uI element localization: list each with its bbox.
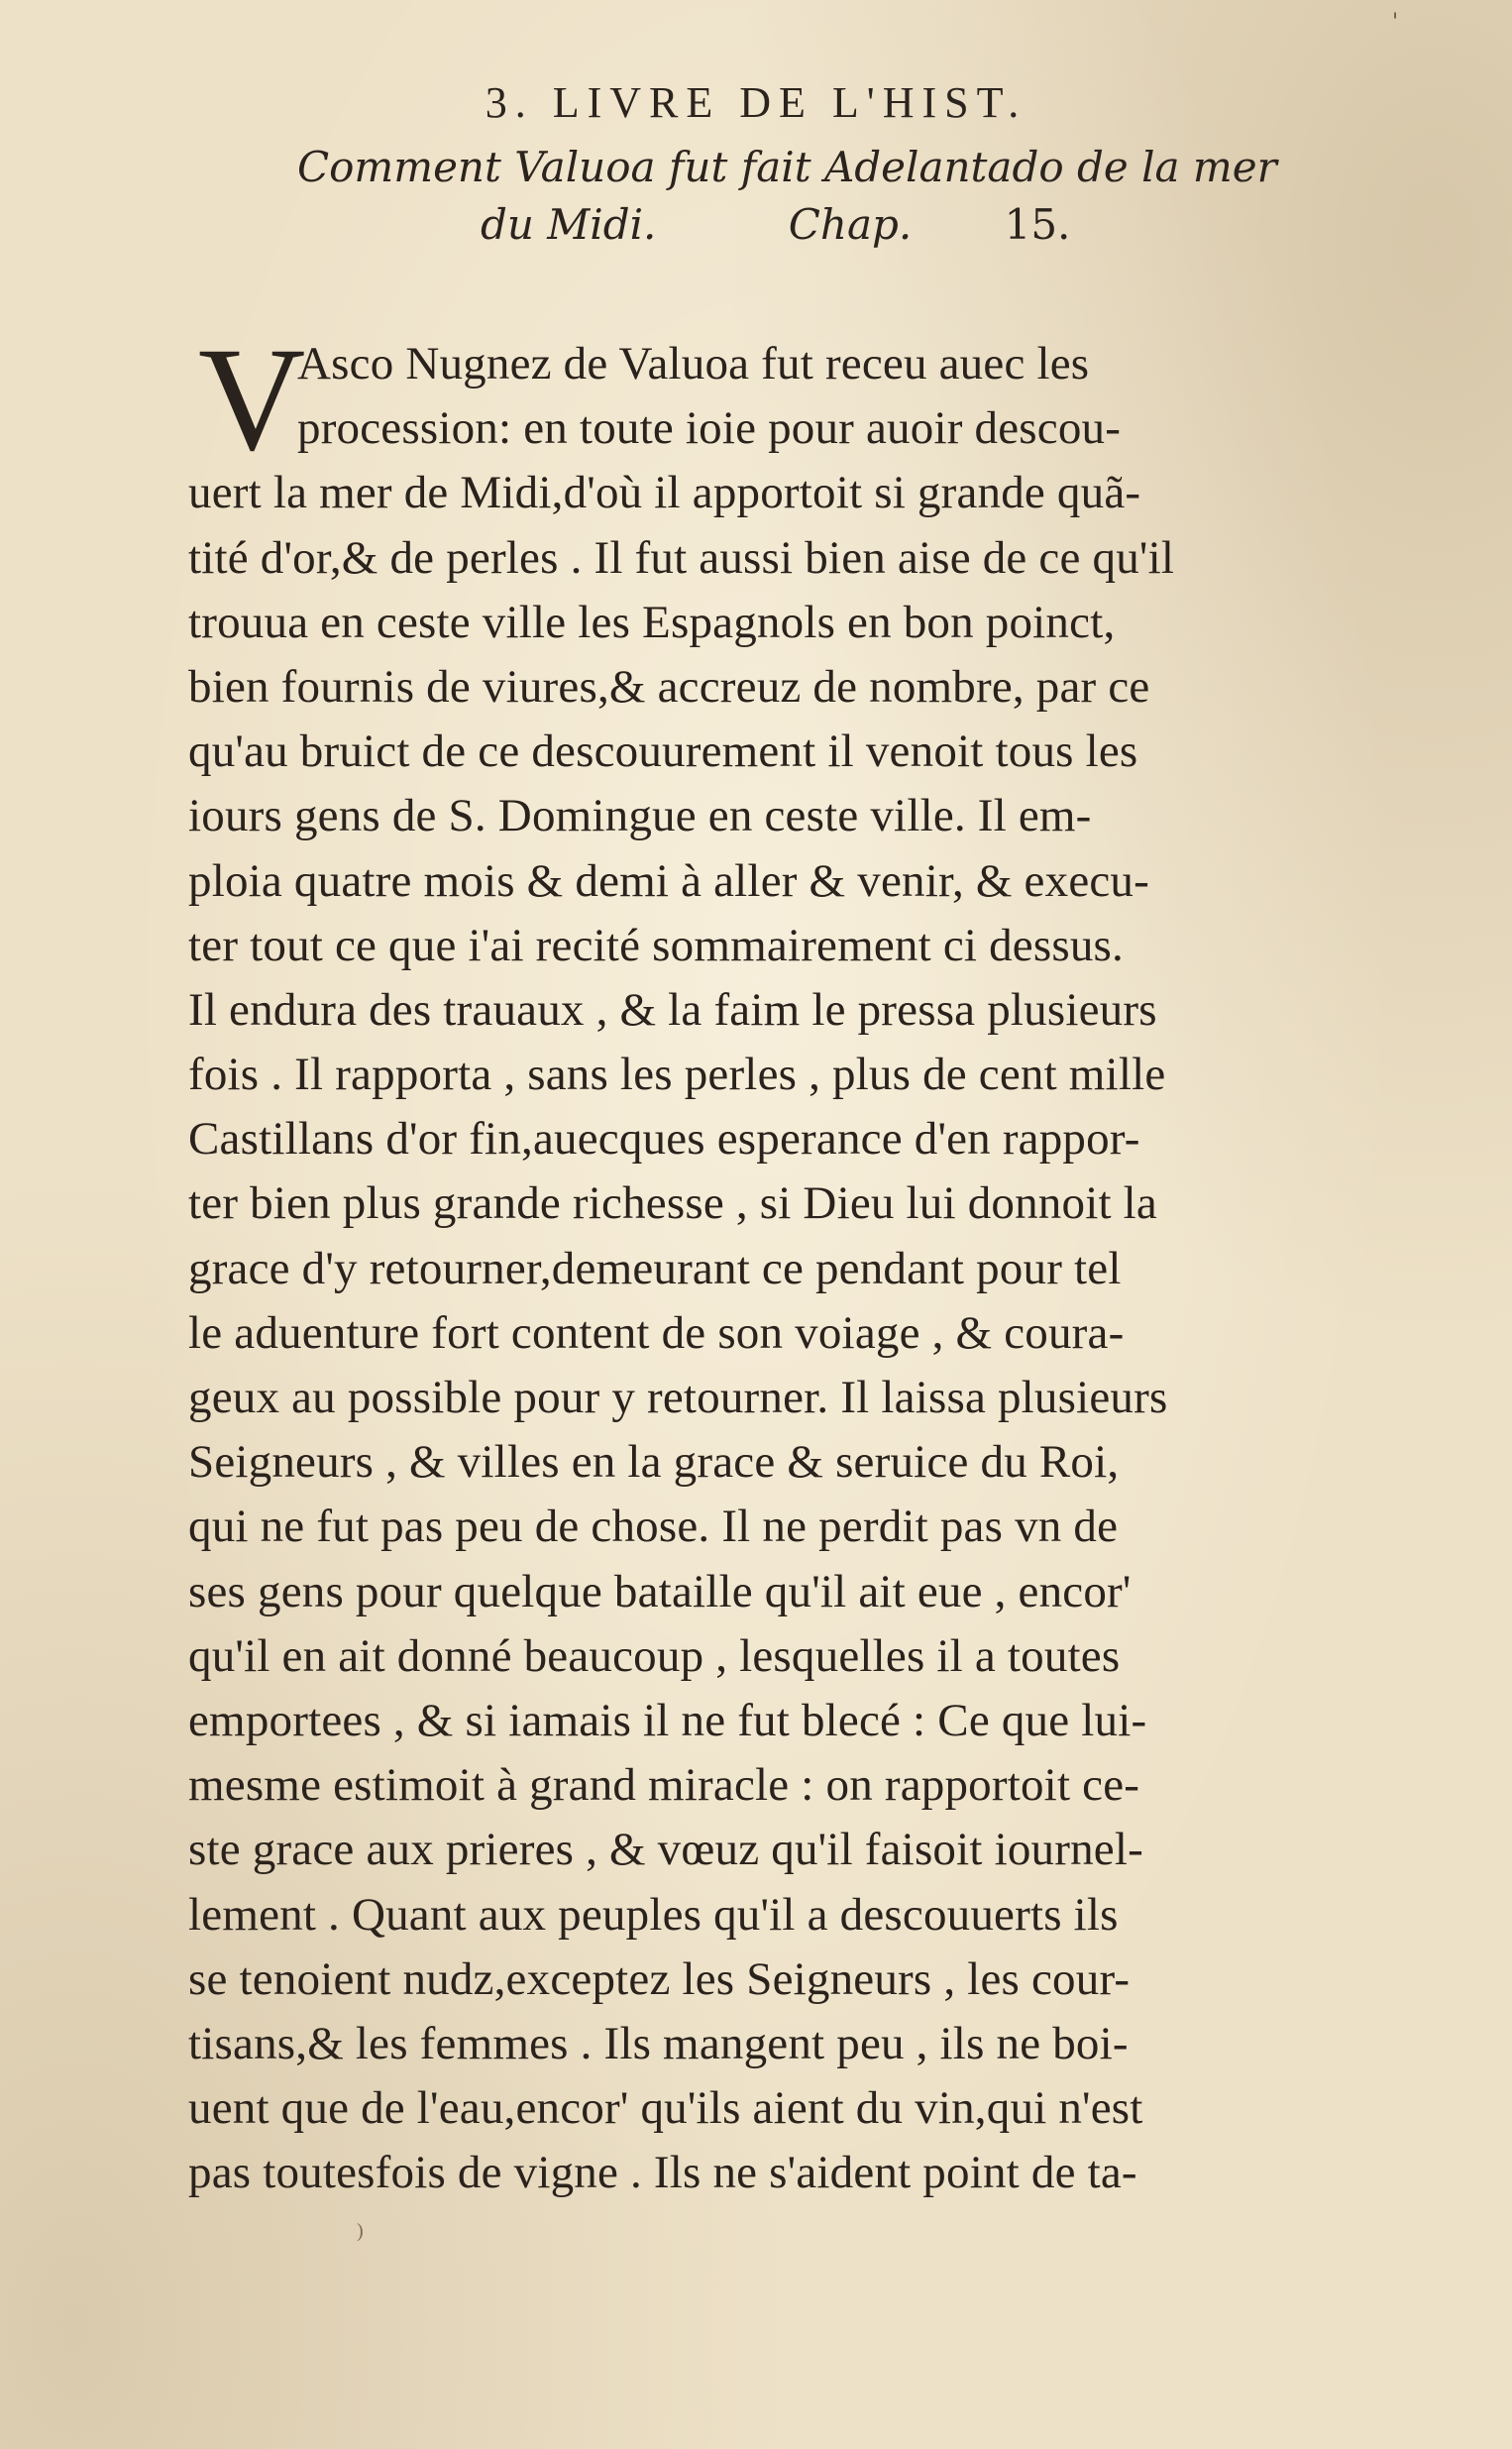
- text-line-18: Seigneurs , & villes en la grace & seruice du Roi,: [188, 1436, 1120, 1489]
- chapter-heading: [297, 139, 1308, 254]
- text-line-3: uert la mer de Midi,d'où il apportoit si grande quã-: [188, 467, 1141, 519]
- text-line-12: fois . Il rapporta , sans les perles , plus de cent mille: [188, 1049, 1166, 1101]
- body-text: [188, 317, 1392, 2205]
- text-line-17: geux au possible pour y retourner. Il laissa plusieurs: [188, 1372, 1168, 1423]
- running-head: 3. LIVRE DE L'HIST.: [485, 78, 1027, 127]
- text-line-1: Asco Nugnez de Valuoa fut receu auec les: [297, 338, 1090, 390]
- page-corner-mark: ': [1391, 10, 1398, 35]
- text-line-4: tité d'or,& de perles . Il fut aussi bien aise de ce qu'il: [188, 531, 1175, 584]
- text-line-14: ter bien plus grande richesse , si Dieu lui donnoit la: [188, 1177, 1157, 1230]
- text-line-29: pas toutesfois de vigne . Ils ne s'aident point de ta-: [188, 2147, 1137, 2199]
- text-line-7: qu'au bruict de ce descouurement il venoit tous les: [188, 725, 1138, 778]
- text-line-19: qui ne fut pas peu de chose. Il ne perdit pas vn de: [188, 1501, 1119, 1553]
- drop-cap: V: [198, 317, 306, 482]
- text-line-22: emportees , & si iamais il ne fut blecé : Ce que lui-: [188, 1694, 1147, 1746]
- text-line-10: ter tout ce que i'ai recité sommairement ci dessus.: [188, 919, 1124, 971]
- text-line-27: tisans,& les femmes . Ils mangent peu , ils ne boi-: [188, 2017, 1129, 2069]
- text-line-23: mesme estimoit à grand miracle : on rapportoit ce-: [188, 1759, 1140, 1812]
- text-line-16: le aduenture fort content de son voiage , & coura-: [188, 1306, 1125, 1359]
- text-line-11: Il endura des trauaux , & la faim le pressa plusieurs: [188, 983, 1157, 1036]
- text-line-28: uent que de l'eau,encor' qu'ils aient du vin,qui n'est: [188, 2082, 1143, 2135]
- text-line-13: Castillans d'or fin,auecques esperance d'en rappor-: [188, 1113, 1140, 1166]
- chapter-number: 15.: [1004, 200, 1071, 249]
- text-line-24: ste grace aux prieres , & vœuz qu'il faisoit iournel-: [188, 1824, 1143, 1876]
- text-line-15: grace d'y retourner,demeurant ce pendant pour tel: [188, 1242, 1122, 1294]
- text-line-6: bien fournis de viures,& accreuz de nombre, par ce: [188, 660, 1150, 713]
- text-line-20: ses gens pour quelque bataille qu'il ait eue , encor': [188, 1565, 1132, 1617]
- chapter-heading-line-1: Comment Valuoa fut fait Adelantado de la mer: [297, 143, 1277, 191]
- bottom-mark: ): [357, 2220, 364, 2242]
- chapter-label: Chap.: [788, 200, 913, 249]
- text-line-2: procession: en toute ioie pour auoir descou-: [297, 402, 1122, 455]
- text-line-9: ploia quatre mois & demi à aller & venir, & execu-: [188, 854, 1149, 907]
- text-line-25: lement . Quant aux peuples qu'il a descouuerts ils: [188, 1888, 1119, 1941]
- chapter-heading-du-midi: du Midi.: [481, 200, 657, 249]
- text-line-26: se tenoient nudz,exceptez les Seigneurs , les cour-: [188, 1952, 1131, 2005]
- text-line-5: trouua en ceste ville les Espagnols en bon poinct,: [188, 596, 1116, 648]
- text-line-21: qu'il en ait donné beaucoup , lesquelles il a toutes: [188, 1629, 1121, 1682]
- text-line-8: iours gens de S. Domingue en ceste ville. Il em-: [188, 790, 1092, 842]
- chapter-heading-line-2: [297, 196, 1308, 254]
